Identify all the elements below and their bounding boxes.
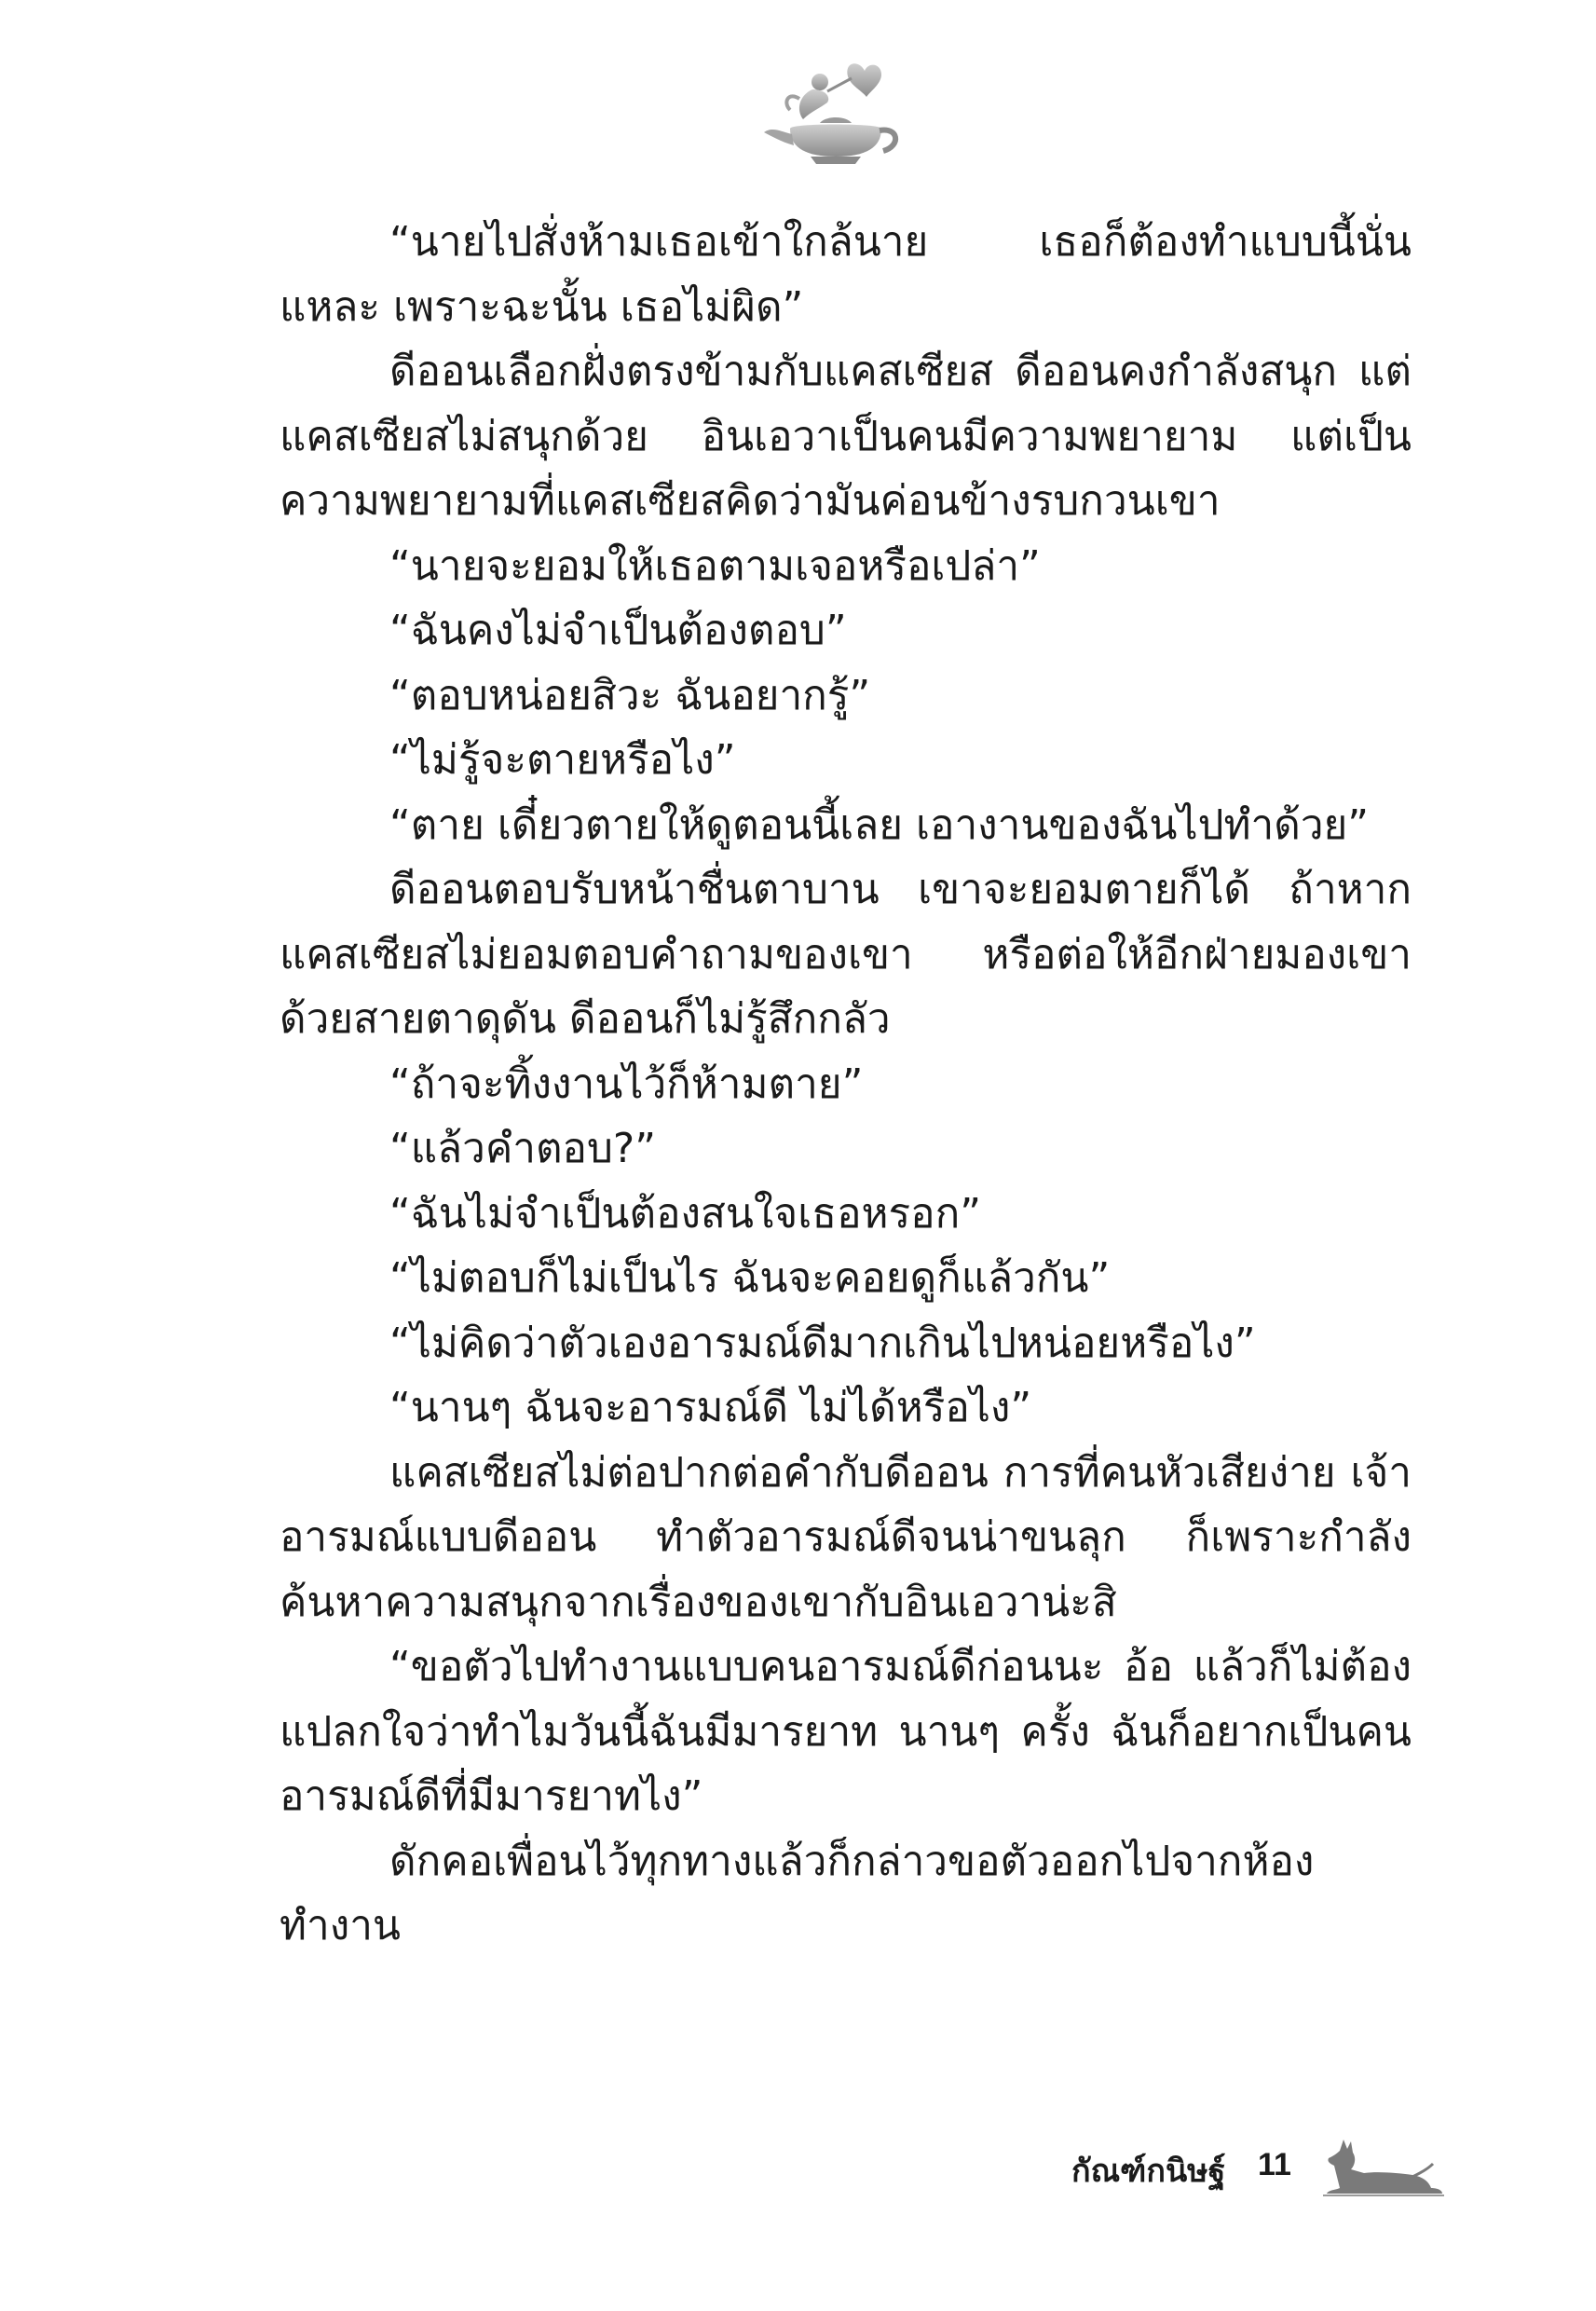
- book-title: กัณฑ์กนิษฐ์: [1071, 2153, 1226, 2190]
- paragraph: แคสเซียสไม่ต่อปากต่อคำกับดีออน การที่คนหัวเสียง่าย เจ้าอารมณ์แบบดีออน ทำตัวอารมณ์ดีจนน่าขนลุก ก็เพราะกำลังค้นหาความสนุกจากเรื่องของเขากับอินเอวาน่ะสิ: [280, 1448, 1412, 1626]
- paragraph: “ไม่ตอบก็ไม่เป็นไร ฉันจะคอยดูก็แล้วกัน”: [389, 1254, 1111, 1302]
- paragraph: “ขอตัวไปทำงานแบบคนอารมณ์ดีก่อนนะ อ้อ แล้วก็ไม่ต้องแปลกใจว่าทำไมวันนี้ฉันมีมารยาท นานๆ ครั้ง ฉันก็อยากเป็นคนอารมณ์ดีที่มีมารยาทไง”: [280, 1643, 1412, 1820]
- paragraph: “นายจะยอมให้เธอตามเจอหรือเปล่า”: [389, 541, 1041, 590]
- page-footer: [1016, 2136, 1453, 2210]
- paragraph: ดีออนเลือกฝั่งตรงข้ามกับแคสเซียส ดีออนคงกำลังสนุก แต่แคสเซียสไม่สนุกด้วย อินเอวาเป็นคนมีความพยายาม แต่เป็นความพยายามที่แคสเซียสคิดว่ามันค่อนข้างรบกวนเขา: [280, 348, 1412, 525]
- cupid-teapot-icon: [762, 54, 909, 166]
- dog-icon: [1323, 2136, 1444, 2201]
- paragraph: ดักคอเพื่อนไว้ทุกทางแล้วก็กล่าวขอตัวออกไปจากห้องทำงาน: [280, 1837, 1315, 1949]
- page-number: 11: [1258, 2147, 1291, 2182]
- chapter-body: [280, 210, 1412, 1959]
- paragraph: “ฉันคงไม่จำเป็นต้องตอบ”: [389, 607, 847, 654]
- paragraph: “ไม่รู้จะตายหรือไง”: [389, 736, 736, 784]
- paragraph: “แล้วคำตอบ?”: [389, 1125, 657, 1172]
- paragraph: “ตาย เดี๋ยวตายให้ดูตอนนี้เลย เอางานของฉันไปทำด้วย”: [389, 800, 1370, 849]
- paragraph: “นายไปสั่งห้ามเธอเข้าใกล้นาย เธอก็ต้องทำแบบนี้นั่นแหละ เพราะฉะนั้น เธอไม่ผิด”: [280, 218, 1412, 331]
- paragraph: “ไม่คิดว่าตัวเองอารมณ์ดีมากเกินไปหน่อยหรือไง”: [389, 1319, 1256, 1367]
- paragraph: “ตอบหน่อยสิวะ ฉันอยากรู้”: [389, 671, 871, 719]
- paragraph: “ฉันไม่จำเป็นต้องสนใจเธอหรอก”: [389, 1189, 982, 1238]
- paragraph: ดีออนตอบรับหน้าชื่นตาบาน เขาจะยอมตายก็ได้ ถ้าหากแคสเซียสไม่ยอมตอบคำถามของเขา หรือต่อให้อีกฝ่ายมองเขาด้วยสายตาดุดัน ดีออนก็ไม่รู้สึกกลัว: [280, 866, 1412, 1043]
- paragraph: “นานๆ ฉันจะอารมณ์ดี ไม่ได้หรือไง”: [389, 1384, 1032, 1431]
- paragraph: “ถ้าจะทิ้งงานไว้ก็ห้ามตาย”: [389, 1060, 864, 1108]
